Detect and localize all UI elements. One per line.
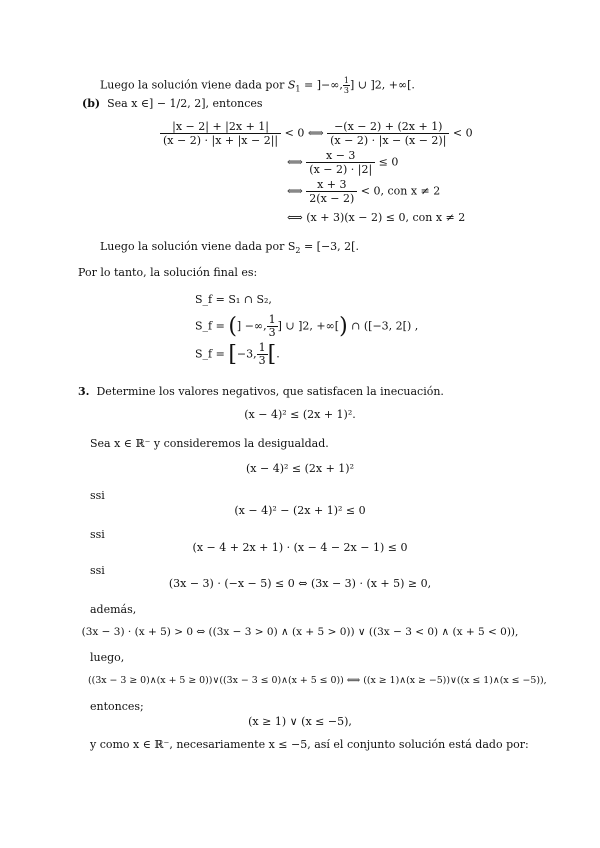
step1-fraction-left: $\frac{|x - 2| + |2x + 1|}{(x - 2) \cdot |x + |x - 2||}$	[160, 120, 281, 147]
final-eq3: S_f = [−3, $\frac{1}{3}$ [.	[195, 341, 280, 367]
final-eq2: S_f = (] −∞, $\frac{1}{3}$ ] ∪ ]2, +∞[) ∩ ([−3, 2[) ,	[195, 313, 419, 339]
part-b-step4: ⟺ (x + 3)(x − 2) ≤ 0, con x ≠ 2	[287, 211, 466, 224]
part-b-step1: $\frac{|x - 2| + |2x + 1|}{(x - 2) \cdot |x + |x - 2||}$ < 0 ⟺ $\frac{-(x - 2) + (2x + 1)}{(x - 2) \cdot |x - (x - 2)|}$ < 0	[160, 120, 473, 147]
fraction-one-third: $\frac{1}{3}$	[343, 76, 349, 95]
ssi-1: ssi	[90, 489, 105, 502]
part-b-step2: ⟺ $\frac{x - 3}{(x - 2) \cdot |2|}$ ≤ 0	[287, 149, 399, 176]
final-intro: Por lo tanto, la solución final es:	[78, 266, 258, 279]
part-b-conclusion: Luego la solución viene dada por $S_2 = [-3$, 2[.	[100, 240, 359, 256]
eq-c: (x − 4 + 2x + 1) · (x − 4 − 2x − 1) ≤ 0	[192, 541, 408, 554]
eq-b: (x − 4)² − (2x + 1)² ≤ 0	[234, 504, 366, 517]
step1-fraction-right: $\frac{-(x - 2) + (2x + 1)}{(x - 2) \cdot |x - (x - 2)|}$	[327, 120, 449, 147]
part-b-intro: (b) Sea x ∈] − 1/2, 2], entonces	[82, 97, 263, 110]
eq-e: (3x − 3) · (x + 5) > 0 ⇔ ((3x − 3 > 0) ∧ (x + 5 > 0)) ∨ ((3x − 3 < 0) ∧ (x + 5 < 0)),	[81, 626, 519, 638]
eq-f: ((3x − 3 ≥ 0)∧(x + 5 ≥ 0))∨((3x − 3 ≤ 0)∧(x + 5 ≤ 0)) ⟺ ((x ≥ 1)∧(x ≥ −5))∨((x ≤ 1)∧(x ≤ −5)),	[88, 675, 547, 686]
part-a-conclusion: Luego la solución viene dada por $S_1$ = ]−∞, $\frac{1}{3}$ ] ∪ ]2, +∞[.	[100, 76, 415, 95]
entonces: entonces;	[90, 700, 144, 713]
ademas: además,	[90, 603, 137, 616]
eq-g: (x ≥ 1) ∨ (x ≤ −5),	[248, 715, 352, 728]
closing: y como x ∈ ℝ⁻, necesariamente x ≤ −5, así el conjunto solución está dado por:	[90, 738, 529, 751]
ssi-3: ssi	[90, 564, 105, 577]
final-eq1: S_f = S₁ ∩ S₂,	[195, 293, 272, 306]
problem-3-statement: 3. Determine los valores negativos, que satisfacen la inecuación.	[78, 385, 444, 398]
eq-d: (3x − 3) · (−x − 5) ≤ 0 ⇔ (3x − 3) · (x + 5) ≥ 0,	[168, 577, 432, 590]
luego: luego,	[90, 651, 125, 664]
problem-3-inequation: (x − 4)² ≤ (2x + 1)².	[244, 408, 356, 421]
part-b-step3: ⟺ $\frac{x + 3}{2(x - 2)}$ < 0, con x ≠ 2	[287, 178, 441, 205]
problem-3-let: Sea x ∈ ℝ⁻ y consideremos la desigualdad.	[90, 437, 329, 450]
ssi-2: ssi	[90, 528, 105, 541]
eq-a: (x − 4)² ≤ (2x + 1)²	[245, 462, 355, 475]
